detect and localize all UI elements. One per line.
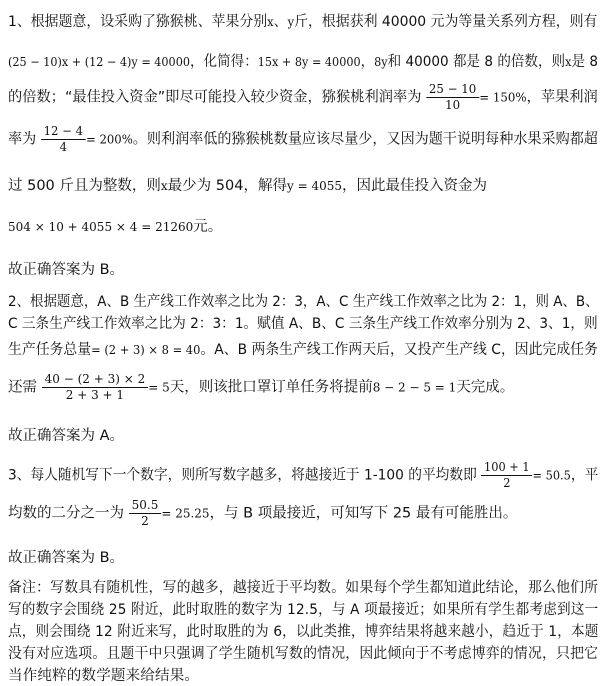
fraction-numerator: 25 − 10 bbox=[426, 82, 479, 98]
math-var-y: y bbox=[287, 15, 295, 29]
equation: = 5 bbox=[148, 380, 170, 395]
p2-line-4 bbox=[8, 372, 514, 403]
p2-line-3 bbox=[8, 338, 598, 359]
text: 率为 bbox=[8, 131, 37, 148]
text: 天，则该批口罩订单任务将提前 bbox=[169, 379, 373, 396]
equation: 15x + 8y = 40000 bbox=[257, 55, 361, 69]
fraction-denominator: 4 bbox=[59, 140, 68, 154]
equation: = (2 + 3) × 8 = 40 bbox=[91, 343, 201, 357]
fraction bbox=[129, 498, 162, 529]
fraction bbox=[481, 460, 532, 491]
p1-line-5 bbox=[8, 174, 487, 195]
p1-line-1 bbox=[8, 10, 597, 31]
text: ，化简得： bbox=[189, 54, 258, 70]
p3-line-2 bbox=[8, 498, 517, 529]
text: 和 40000 都是 8 的倍数，则 bbox=[387, 54, 566, 70]
equation: = 25.25 bbox=[161, 506, 210, 521]
text: ，苹果利润 bbox=[526, 89, 598, 106]
fraction-numerator: 50.5 bbox=[129, 498, 162, 514]
math-var-x: x bbox=[565, 55, 572, 69]
fraction bbox=[426, 82, 479, 113]
text: 3、每人随机写下一个数字，则所写数字越多，将越接近于 1-100 的平均数即 bbox=[8, 467, 477, 484]
equation: = 200% bbox=[85, 132, 133, 147]
p2-line-1: 2、根据题意，A、B 生产线工作效率之比为 2：3，A、C 生产线工作效率之比为 2：1，则 A、B、 bbox=[8, 294, 599, 310]
fraction-denominator: 10 bbox=[445, 98, 461, 112]
note-line-1: 备注：写数具有随机性，写的越多，越接近于平均数。如果每个学生都知道此结论，那么他们所 bbox=[8, 580, 599, 596]
equation: = 150% bbox=[479, 90, 527, 105]
p1-answer: 故正确答案为 B。 bbox=[8, 262, 125, 278]
p3-line-1 bbox=[8, 460, 598, 491]
text: ， bbox=[360, 54, 375, 70]
text: ，因此最佳投入资金为 bbox=[342, 178, 487, 194]
fraction-denominator: 2 + 3 + 1 bbox=[65, 388, 125, 402]
fraction-numerator: 40 − (2 + 3) × 2 bbox=[42, 372, 149, 388]
text: 均数的二分之一为 bbox=[8, 505, 124, 522]
text: 斤，根据获利 40000 元为等量关系列方程，则有 bbox=[294, 14, 598, 30]
text: 。则利润率低的猕猴桃数量应该尽量少，又因为题干说明每种水果采购都超 bbox=[132, 131, 598, 148]
text: 过 500 斤且为整数，则 bbox=[8, 178, 161, 194]
fraction bbox=[41, 124, 86, 155]
equation: 8 − 2 − 5 = 1 bbox=[372, 380, 457, 395]
fraction bbox=[42, 372, 149, 403]
text: 最少为 504，解得 bbox=[167, 178, 287, 194]
equation: y = 4055 bbox=[286, 179, 342, 193]
p1-line-2 bbox=[8, 50, 598, 71]
text: ，平 bbox=[570, 467, 599, 484]
p2-line-2: C 三条生产线工作效率之比为 2：3：1。赋值 A、B、C 三条生产线工作效率分别为 2、3、1，则 bbox=[8, 316, 598, 332]
equation: = 50.5 bbox=[532, 468, 571, 483]
text: 1、根据题意，设采购了猕猴桃、苹果分别 bbox=[8, 14, 268, 30]
text: 元。 bbox=[193, 219, 223, 235]
equation: 8y bbox=[374, 55, 388, 69]
math-var-x: x bbox=[160, 179, 168, 193]
text: ，与 B 项最接近，可知写下 25 最有可能胜出。 bbox=[209, 505, 518, 522]
text: 是 8 bbox=[571, 54, 598, 70]
text: 、 bbox=[273, 14, 288, 30]
p3-answer: 故正确答案为 B。 bbox=[8, 550, 125, 566]
fraction-numerator: 100 + 1 bbox=[481, 460, 532, 476]
math-var-x: x bbox=[267, 15, 274, 29]
p2-answer: 故正确答案为 A。 bbox=[8, 428, 125, 444]
text: 的倍数；“最佳投入资金”即尽可能投入较少资金，猕猴桃利润率为 bbox=[8, 89, 422, 106]
fraction-numerator: 12 − 4 bbox=[41, 124, 86, 140]
fraction-denominator: 2 bbox=[141, 514, 149, 528]
text: 还需 bbox=[8, 379, 37, 396]
p1-line-6 bbox=[8, 215, 222, 236]
note-line-5: 当作纯粹的数学题来给结果。 bbox=[8, 668, 200, 684]
fraction-denominator: 2 bbox=[503, 476, 511, 490]
note-line-3: 点，则会围绕 12 附近来写，此时取胜的为 6，以此类推，博弈结果将越来越小，趋近于 1，本题 bbox=[8, 624, 599, 640]
text: 。A、B 两条生产线工作两天后，又投产生产线 C，因此完成任务 bbox=[200, 342, 598, 358]
equation: 504 × 10 + 4055 × 4 = 21260 bbox=[8, 220, 194, 234]
text: 生产任务总量 bbox=[8, 342, 92, 358]
p1-line-3 bbox=[8, 82, 598, 113]
equation: (25 − 10)x + (12 − 4)y = 40000 bbox=[8, 55, 190, 69]
note-line-4: 没有对应选项。且题干中只强调了学生随机写数的情况，因此倾向于不考虑博弈的情况，只把它 bbox=[8, 646, 599, 662]
text: 天完成。 bbox=[456, 379, 515, 396]
note-line-2: 写的数字会围绕 25 附近，此时取胜的数字为 12.5，与 A 项最接近；如果所有学生都考虑到这一 bbox=[8, 602, 599, 618]
p1-line-4 bbox=[8, 124, 598, 155]
